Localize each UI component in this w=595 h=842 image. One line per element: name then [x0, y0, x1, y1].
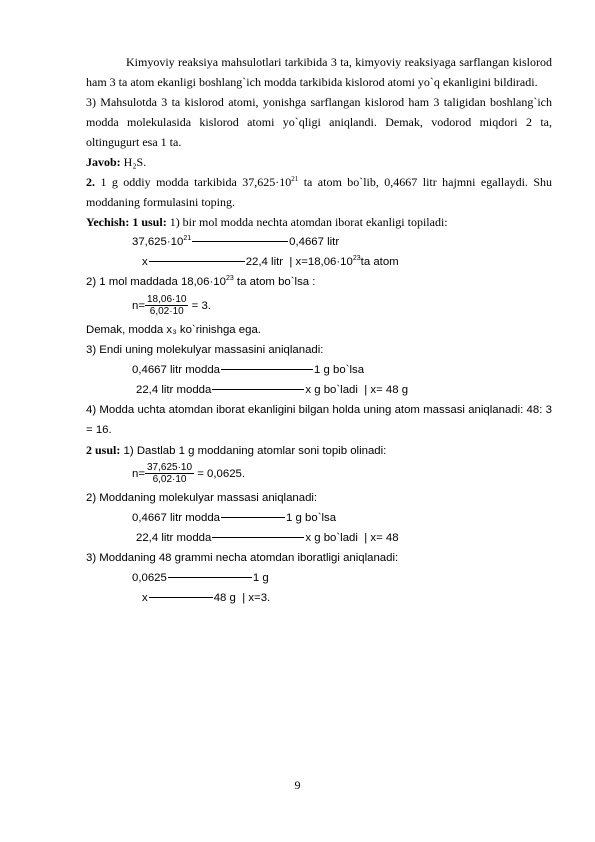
- dash-line: [149, 261, 245, 262]
- fraction: $\frac{37,625\cdot 10}{6,02\cdot 10}$: [147, 462, 193, 486]
- fraction-row-2: n= $\frac{37,625\cdot 10}{6,02\cdot 10}$ = 0,0625.: [132, 462, 246, 486]
- dash-line: [212, 537, 304, 538]
- step-2-line: 2) 1 mol maddada $18,06\cdot 10^{23}$ ta atom bo`lsa :: [86, 275, 316, 288]
- dash-line: [192, 241, 288, 242]
- dash-line: [212, 389, 304, 390]
- method-2-label: 2 usul:: [86, 443, 121, 457]
- mass-row-1: 0,4667 litr modda 1 g bo`lsa: [132, 364, 365, 376]
- fraction-row-1: n= $\frac{18,06\cdot 10}{6,02\cdot 10}$ = 3.: [132, 294, 211, 318]
- molar-row-2: 22,4 litr modda x g bo`ladi | x= 48: [136, 532, 399, 544]
- step-3-line: 3) Endi uning molekulyar massasini aniqlanadi:: [86, 344, 324, 356]
- dash-line: [168, 577, 252, 578]
- atom-row-1: 0,0625 1 g: [132, 572, 269, 584]
- problem-number: 2.: [86, 175, 95, 189]
- fraction: $\frac{18,06\cdot 10}{6,02\cdot 10}$: [147, 294, 187, 318]
- molar-row-1: 0,4667 litr modda 1 g bo`lsa: [132, 512, 337, 524]
- demak-line: Demak, modda x₃ ko`rinishga ega.: [86, 324, 261, 336]
- proportion-row-1: $37,625\cdot 10^{21}$ 0,4667 litr: [132, 235, 340, 248]
- document-body: [86, 52, 552, 608]
- step-4-paragraph: 4) Modda uchta atomdan iborat ekanligini bilgan holda uning atom massasi aniqlanadi: 48: 3 = 16.: [86, 404, 552, 436]
- method-2-step-3: 3) Moddaning 48 grammi necha atomdan iboratligi aniqlanadi:: [86, 552, 399, 564]
- method-2-step-2: 2) Moddaning molekulyar massasi aniqlanadi:: [86, 492, 318, 504]
- page-number: 9: [294, 778, 301, 792]
- answer-text: H₂S.: [123, 155, 147, 169]
- solution-heading: Yechish: 1 usul: 1) bir mol modda nechta atomdan iborat ekanligi topiladi:: [86, 215, 448, 229]
- dash-line: [221, 369, 313, 370]
- intro-paragraph-2: 3) Mahsulotda 3 ta kislorod atomi, yonishga sarflangan kislorod ham 3 taligidan boshlang`ich modda molekulasida kislorod atomi yo`qligi aniqlandi. Demak, vodorod miqdori 2 ta, oltingugurt esa 1 ta.: [86, 95, 552, 149]
- problem-2-statement: 2. 1 g oddiy modda tarkibida $37,625\cdot 10^{21}$ ta atom bo`lib, 0,4667 litr hajmni egallaydi. Shu moddaning formulasini toping.: [86, 175, 553, 209]
- answer-line: [86, 152, 552, 172]
- intro-paragraph-1: Kimyoviy reaksiya mahsulotlari tarkibida 3 ta, kimyoviy reaksiyaga sarflangan kislorod ham 3 ta atom ekanligi boshlang`ich modda tarkibida kislorod atomi yo`q ekanligini bildiradi.: [86, 55, 552, 89]
- solution-label: Yechish: 1 usul:: [86, 215, 167, 229]
- answer-label: Javob:: [86, 155, 121, 169]
- atom-row-2: x 48 g | x=3.: [142, 592, 271, 604]
- method-2-heading: 2 usul: 1) Dastlab 1 g moddaning atomlar soni topib olinadi:: [86, 443, 387, 457]
- dash-line: [221, 517, 285, 518]
- mass-row-2: 22,4 litr modda x g bo`ladi | x= 48 g: [136, 384, 409, 396]
- proportion-row-2: x 22,4 litr | $x=18,06\cdot 10^{23}ta$ atom: [142, 255, 399, 268]
- dash-line: [149, 597, 213, 598]
